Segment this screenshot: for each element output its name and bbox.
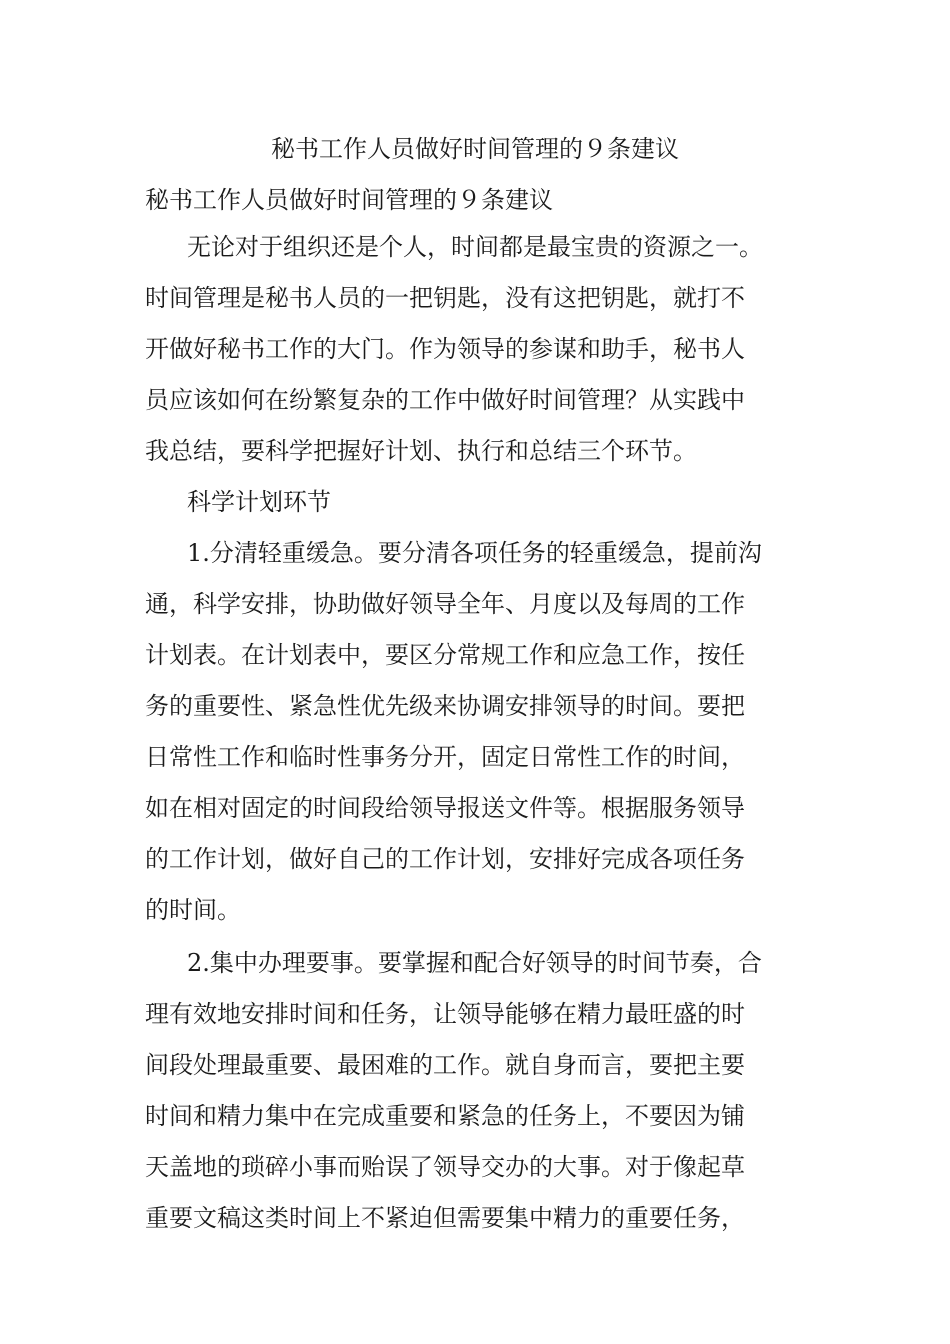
paragraph-line: 1.分清轻重缓急。要分清各项任务的轻重缓急，提前沟 xyxy=(187,539,762,567)
paragraph-line: 时间管理是秘书人员的一把钥匙，没有这把钥匙，就打不 xyxy=(145,284,745,312)
paragraph-line: 开做好秘书工作的大门。作为领导的参谋和助手，秘书人 xyxy=(145,335,745,363)
item-2-paragraph xyxy=(145,938,810,1244)
paragraph-line: 日常性工作和临时性事务分开，固定日常性工作的时间， xyxy=(145,743,745,771)
paragraph-line: 无论对于组织还是个人，时间都是最宝贵的资源之一。 xyxy=(187,233,763,261)
paragraph-line: 我总结，要科学把握好计划、执行和总结三个环节。 xyxy=(145,437,697,465)
paragraph-line: 如在相对固定的时间段给领导报送文件等。根据服务领导 xyxy=(145,794,745,822)
paragraph-line: 计划表。在计划表中，要区分常规工作和应急工作，按任 xyxy=(145,641,745,669)
section-heading: 科学计划环节 xyxy=(187,488,331,516)
paragraph-line: 时间和精力集中在完成重要和紧急的任务上，不要因为铺 xyxy=(145,1102,745,1130)
paragraph-line: 2.集中办理要事。要掌握和配合好领导的时间节奏，合 xyxy=(187,949,762,977)
paragraph-line: 理有效地安排时间和任务，让领导能够在精力最旺盛的时 xyxy=(145,1000,745,1028)
paragraph-line: 通，科学安排，协助做好领导全年、月度以及每周的工作 xyxy=(145,590,745,618)
paragraph-line: 的工作计划，做好自己的工作计划，安排好完成各项任务 xyxy=(145,845,745,873)
paragraph-line: 的时间。 xyxy=(145,896,241,924)
paragraph-line: 天盖地的琐碎小事而贻误了领导交办的大事。对于像起草 xyxy=(145,1153,745,1181)
intro-paragraph xyxy=(145,222,810,477)
document-subtitle: 秘书工作人员做好时间管理的９条建议 xyxy=(145,186,553,214)
item-1-paragraph xyxy=(145,528,810,936)
paragraph-line: 间段处理最重要、最困难的工作。就自身而言，要把主要 xyxy=(145,1051,745,1079)
paragraph-line: 员应该如何在纷繁复杂的工作中做好时间管理？从实践中 xyxy=(145,386,745,414)
paragraph-line: 务的重要性、紧急性优先级来协调安排领导的时间。要把 xyxy=(145,692,745,720)
document-title: 秘书工作人员做好时间管理的９条建议 xyxy=(271,135,679,163)
paragraph-line: 重要文稿这类时间上不紧迫但需要集中精力的重要任务， xyxy=(145,1204,745,1232)
document-body xyxy=(145,182,810,1244)
